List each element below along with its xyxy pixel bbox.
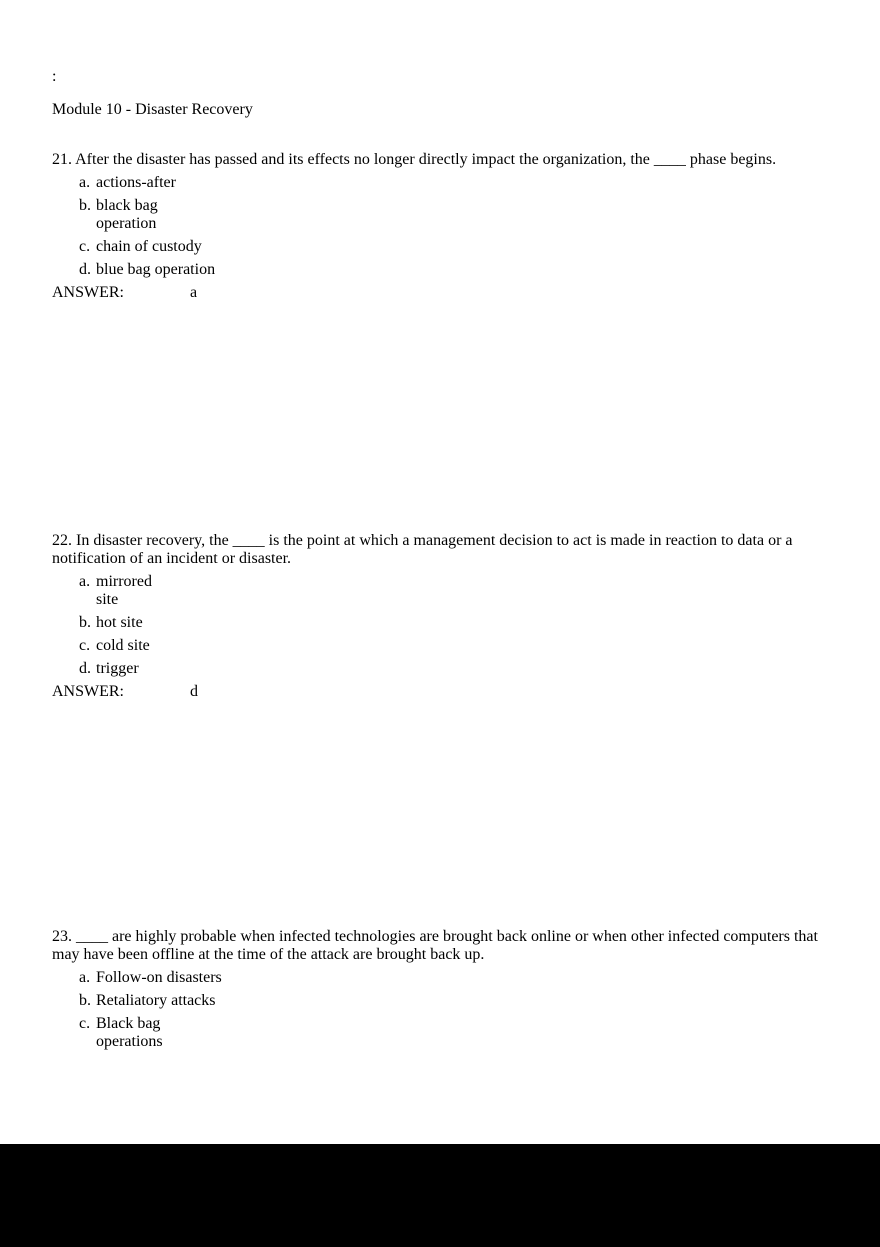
option-label: b. <box>79 614 91 631</box>
option-label: a. <box>79 969 91 986</box>
option-text: Follow-on disasters <box>96 969 222 986</box>
option-text: Retaliatory attacks <box>96 992 216 1009</box>
question-23-option-b <box>52 992 850 1010</box>
answer-value: d <box>190 683 198 700</box>
option-text: Black bag <box>96 1015 161 1032</box>
option-label: d. <box>79 261 91 278</box>
question-21-stem: 21. After the disaster has passed and its effects no longer directly impact the organization, the ____ phase begins. <box>52 151 777 168</box>
option-label: a. <box>79 573 91 590</box>
question-22-option-a <box>52 573 850 591</box>
option-text: black bag <box>96 197 158 214</box>
question-22-option-b <box>52 614 850 632</box>
option-label: c. <box>79 238 91 255</box>
question-21-option-d <box>52 261 850 279</box>
question-22-stem-line-2: notification of an incident or disaster. <box>52 550 292 567</box>
bottom-black-band <box>0 1144 880 1247</box>
option-label: b. <box>79 992 91 1009</box>
option-text: blue bag operation <box>96 261 216 278</box>
option-text: trigger <box>96 660 139 677</box>
question-22-option-c <box>52 637 850 655</box>
question-23-option-c <box>52 1015 850 1033</box>
option-text: mirrored <box>96 573 152 590</box>
question-23-option-a <box>52 969 850 987</box>
option-label: c. <box>79 1015 91 1032</box>
question-23-stem-line-1: 23. ____ are highly probable when infected technologies are brought back online or when other infected computers that <box>52 928 818 945</box>
question-21-option-b <box>52 197 850 215</box>
question-21 <box>52 151 850 302</box>
option-label: b. <box>79 197 91 214</box>
question-22 <box>52 532 850 701</box>
option-text: actions-after <box>96 174 176 191</box>
question-22-stem-line-1: 22. In disaster recovery, the ____ is the point at which a management decision to act is made in reaction to data or a <box>52 532 793 549</box>
question-22-option-d <box>52 660 850 678</box>
option-text: hot site <box>96 614 143 631</box>
question-21-option-c <box>52 238 850 256</box>
module-title: Module 10 - Disaster Recovery <box>52 101 253 118</box>
question-23-option-c-wrap: operations <box>96 1033 163 1050</box>
question-21-answer-row <box>52 284 850 302</box>
question-22-answer-row <box>52 683 850 701</box>
header-colon-fragment: : <box>52 68 57 85</box>
question-23 <box>52 928 850 1051</box>
answer-value: a <box>190 284 198 301</box>
option-label: d. <box>79 660 91 677</box>
question-21-option-a <box>52 174 850 192</box>
option-label: c. <box>79 637 91 654</box>
question-21-option-b-wrap: operation <box>96 215 157 232</box>
option-text: chain of custody <box>96 238 202 255</box>
answer-label: ANSWER: <box>52 284 124 301</box>
answer-label: ANSWER: <box>52 683 124 700</box>
question-23-stem-line-2: may have been offline at the time of the attack are brought back up. <box>52 946 485 963</box>
option-label: a. <box>79 174 91 191</box>
question-22-option-a-wrap: site <box>96 591 119 608</box>
option-text: cold site <box>96 637 150 654</box>
